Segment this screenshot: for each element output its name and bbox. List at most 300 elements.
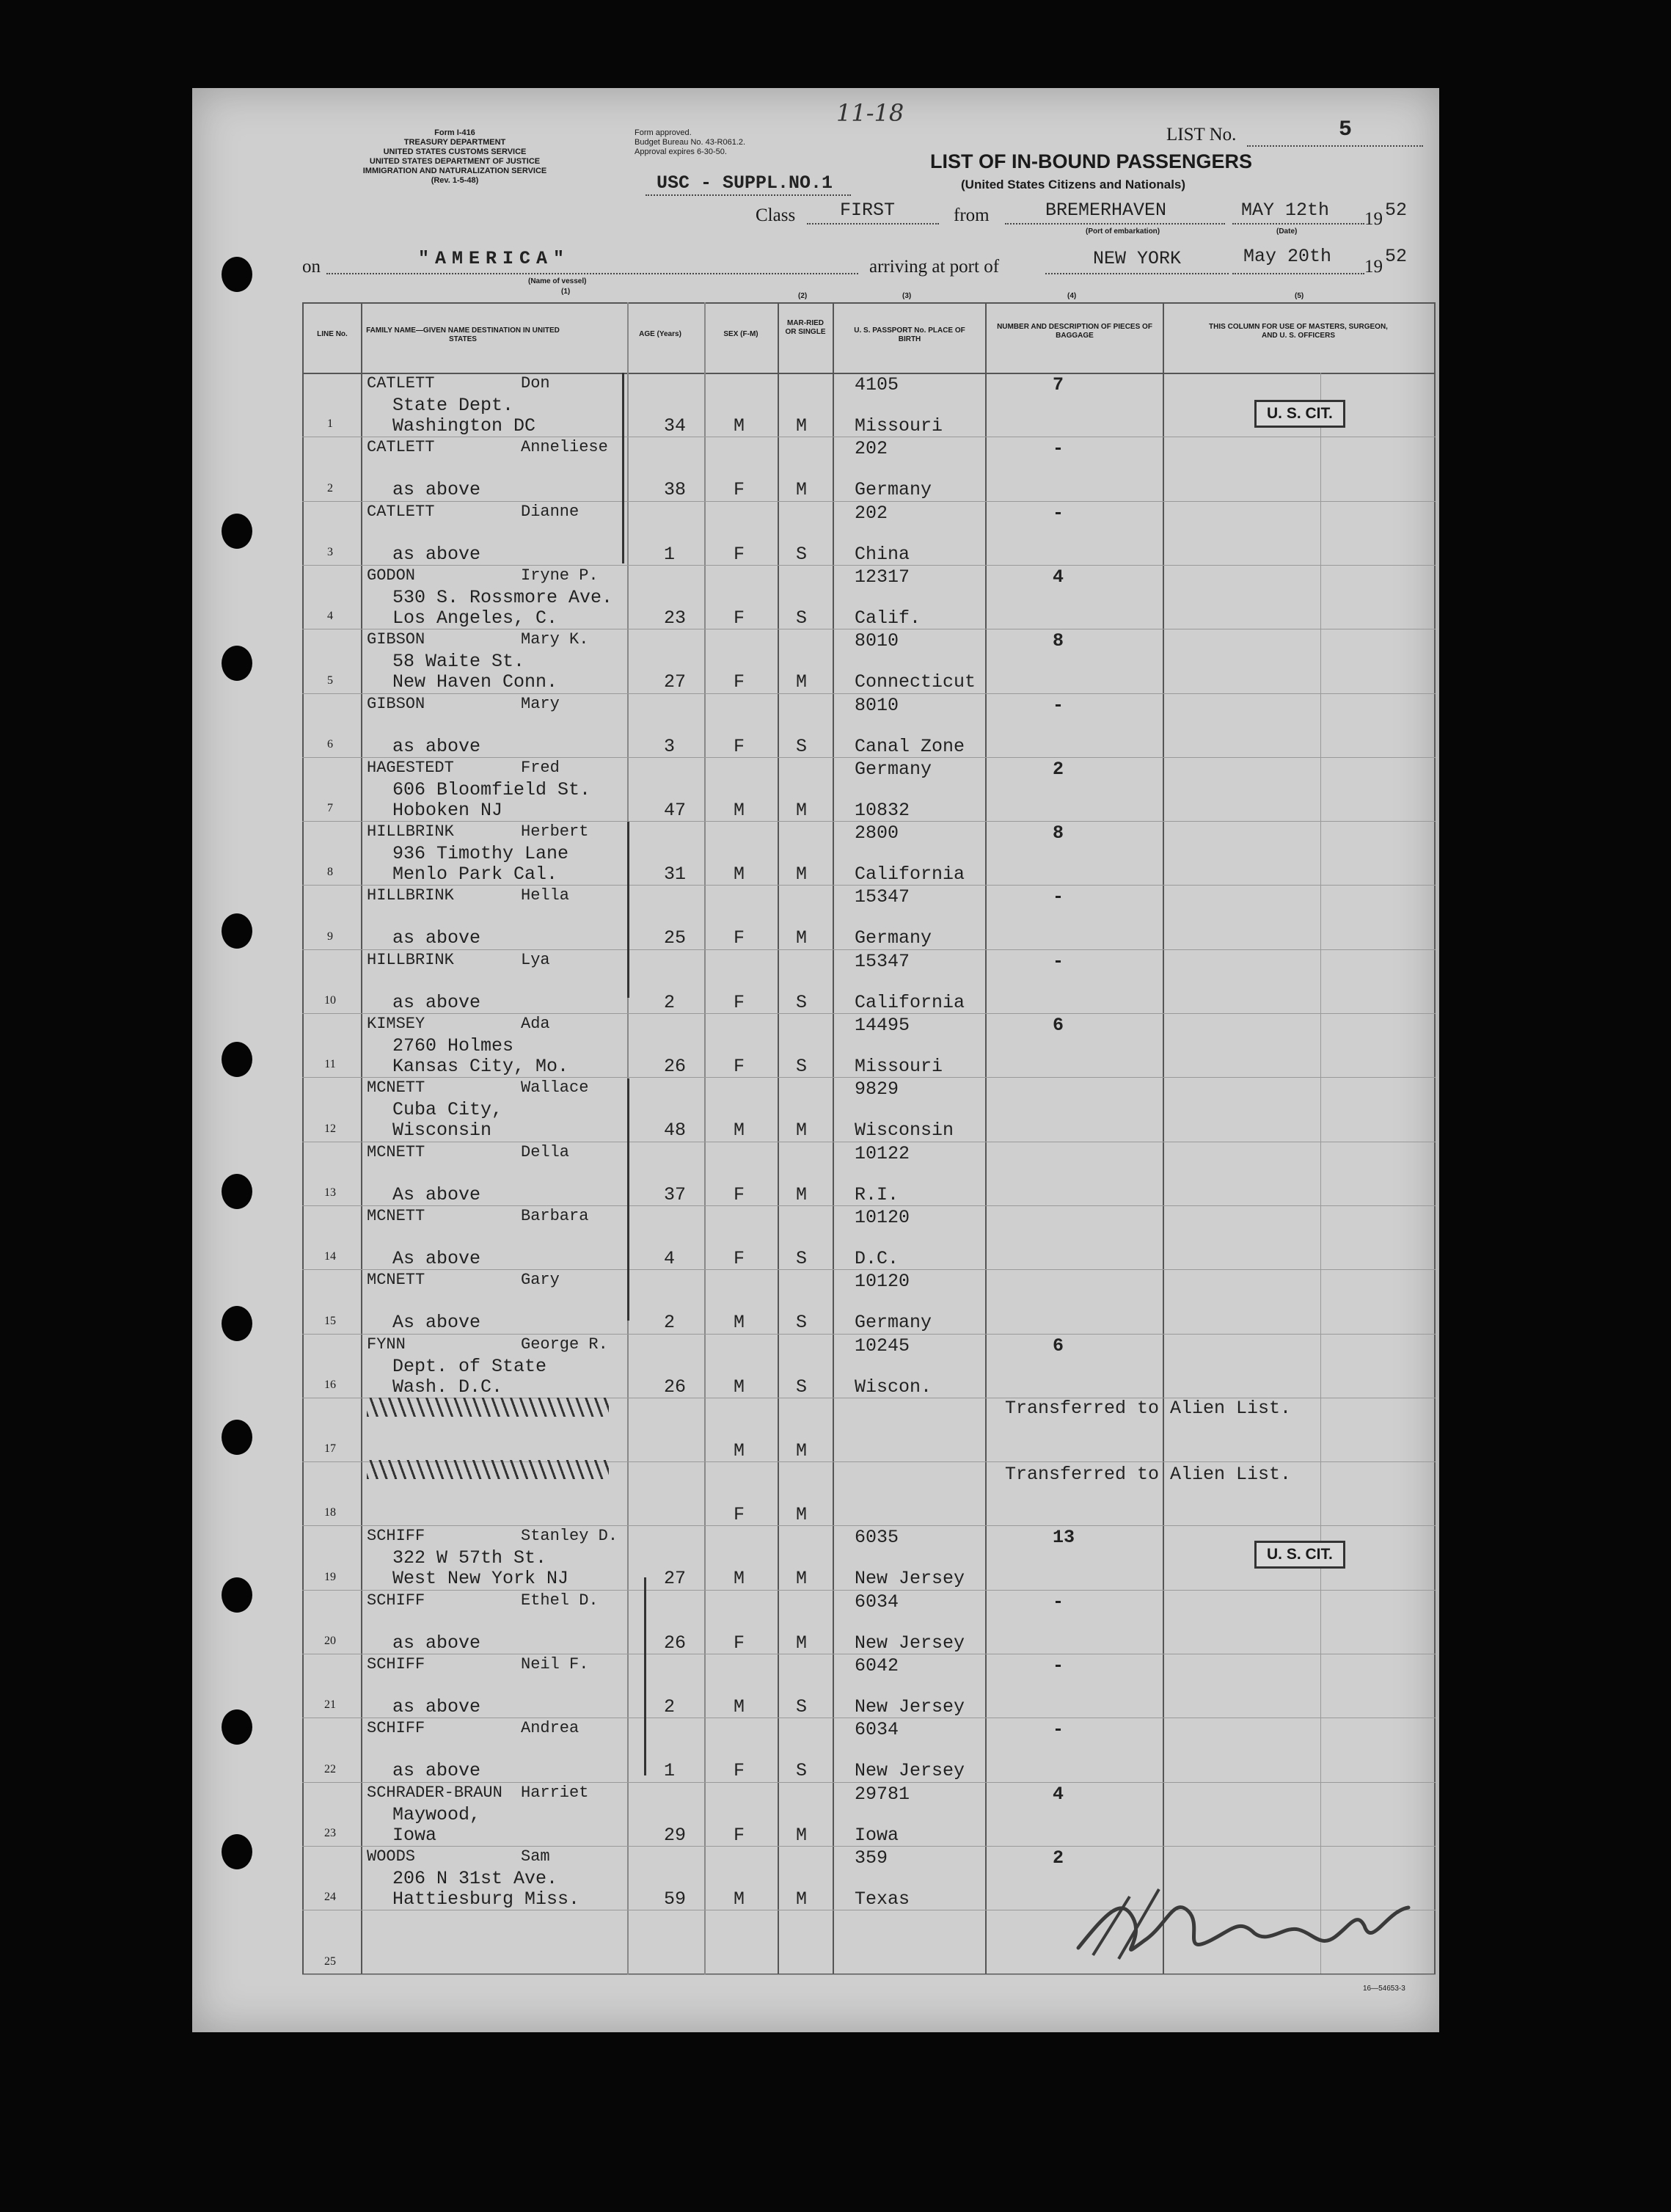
age: 4 bbox=[664, 1247, 676, 1269]
destination-line-2: as above bbox=[392, 991, 481, 1013]
col-header-baggage: NUMBER AND DESCRIPTION OF PIECES OF BAGGAGE bbox=[997, 323, 1152, 340]
line-number: 3 bbox=[327, 545, 333, 558]
sex: F bbox=[734, 1824, 745, 1846]
given-name: Sam bbox=[521, 1847, 550, 1866]
punch-hole bbox=[222, 514, 252, 549]
from-label: from bbox=[954, 205, 990, 225]
destination-line-2: as above bbox=[392, 543, 481, 565]
given-name: Ethel D. bbox=[521, 1591, 599, 1610]
baggage-count: 2 bbox=[1053, 1847, 1064, 1869]
baggage-count: - bbox=[1053, 886, 1064, 908]
place-of-birth: Missouri bbox=[855, 415, 943, 437]
place-of-birth: Canal Zone bbox=[855, 735, 965, 757]
line-number: 20 bbox=[324, 1635, 336, 1647]
marital-status: M bbox=[796, 864, 808, 886]
baggage-count: - bbox=[1053, 502, 1064, 524]
given-name: Ada bbox=[521, 1015, 550, 1033]
age: 2 bbox=[664, 991, 676, 1013]
family-name: HILLBRINK bbox=[367, 886, 454, 905]
family-name: KIMSEY bbox=[367, 1015, 425, 1033]
passport-no: 202 bbox=[855, 502, 888, 524]
family-name: MCNETT bbox=[367, 1142, 425, 1161]
place-of-birth: 10832 bbox=[855, 799, 910, 821]
destination-line-2: As above bbox=[392, 1183, 481, 1205]
row-divider bbox=[302, 1205, 1436, 1206]
sex: F bbox=[734, 1504, 745, 1526]
age: 26 bbox=[664, 1632, 687, 1654]
line-number: 8 bbox=[327, 866, 333, 879]
row-divider bbox=[302, 1525, 1436, 1526]
place-of-birth: Texas bbox=[855, 1888, 910, 1910]
punch-hole bbox=[222, 646, 252, 681]
punch-hole bbox=[222, 1709, 252, 1745]
age: 1 bbox=[664, 543, 676, 565]
row-divider bbox=[302, 821, 1436, 822]
given-name: Harriet bbox=[521, 1783, 589, 1802]
family-name: CATLETT bbox=[367, 502, 435, 521]
family-name: WOODS bbox=[367, 1847, 416, 1866]
sex: M bbox=[734, 415, 745, 437]
baggage-count: 6 bbox=[1053, 1335, 1064, 1357]
marital-status: M bbox=[796, 1183, 808, 1205]
row-divider bbox=[302, 565, 1436, 566]
passport-no: 14495 bbox=[855, 1015, 910, 1036]
print-code: 16—54653-3 bbox=[1363, 1985, 1405, 1993]
passport-no: 12317 bbox=[855, 566, 910, 588]
col-header-married: MAR-RIED OR SINGLE bbox=[785, 319, 826, 336]
depart-year: 52 bbox=[1385, 200, 1408, 221]
row-divider bbox=[302, 501, 1436, 502]
line-number: 5 bbox=[327, 674, 333, 687]
marital-status: S bbox=[796, 1696, 808, 1718]
place-of-birth: Calif. bbox=[855, 607, 921, 629]
age: 23 bbox=[664, 607, 687, 629]
age: 48 bbox=[664, 1120, 687, 1142]
class-label: Class bbox=[756, 205, 796, 225]
destination-line-2: West New York NJ bbox=[392, 1568, 569, 1590]
age: 47 bbox=[664, 799, 687, 821]
vessel-name: "AMERICA" bbox=[418, 248, 571, 269]
punch-hole bbox=[222, 1577, 252, 1613]
marital-status: S bbox=[796, 543, 808, 565]
baggage-count: - bbox=[1053, 950, 1064, 972]
marital-status: M bbox=[796, 1120, 808, 1142]
given-name: Della bbox=[521, 1142, 570, 1161]
family-name: GODON bbox=[367, 566, 416, 585]
place-of-birth: California bbox=[855, 991, 965, 1013]
place-of-birth: Connecticut bbox=[855, 671, 976, 693]
row-divider bbox=[302, 885, 1436, 886]
passport-no: 10120 bbox=[855, 1271, 910, 1293]
marital-status: M bbox=[796, 1824, 808, 1846]
treasury-dept: TREASURY DEPARTMENT bbox=[403, 138, 506, 147]
page-subtitle: (United States Citizens and Nationals) bbox=[961, 178, 1186, 191]
destination-line-1: 530 S. Rossmore Ave. bbox=[392, 586, 613, 608]
place-of-birth: Germany bbox=[855, 479, 932, 501]
struck-name-row18 bbox=[367, 1460, 609, 1479]
family-name: SCHIFF bbox=[367, 1655, 425, 1673]
passport-no: 29781 bbox=[855, 1783, 910, 1805]
family-name: MCNETT bbox=[367, 1078, 425, 1098]
arrival-date: May 20th bbox=[1243, 246, 1332, 267]
family-name: SCHIFF bbox=[367, 1591, 425, 1610]
punch-hole bbox=[222, 913, 252, 949]
baggage-count: - bbox=[1053, 438, 1064, 460]
col-header-age: AGE (Years) bbox=[639, 330, 681, 338]
marital-status: S bbox=[796, 1376, 808, 1398]
destination-line-2: Washington DC bbox=[392, 415, 536, 437]
sex: F bbox=[734, 1247, 745, 1269]
destination-line-2: as above bbox=[392, 479, 481, 501]
row-divider bbox=[302, 693, 1436, 694]
given-name: Mary K. bbox=[521, 630, 589, 649]
age: 25 bbox=[664, 927, 687, 949]
struck-name-row17 bbox=[367, 1398, 609, 1417]
place-of-birth: R.I. bbox=[855, 1183, 899, 1205]
destination-line-2: as above bbox=[392, 735, 481, 757]
age: 37 bbox=[664, 1183, 687, 1205]
line-number: 4 bbox=[327, 610, 333, 623]
place-of-birth: New Jersey bbox=[855, 1568, 965, 1590]
passport-no: 6034 bbox=[855, 1591, 899, 1613]
marital-status: S bbox=[796, 1247, 808, 1269]
class-value: FIRST bbox=[840, 200, 896, 221]
marital-status: M bbox=[796, 927, 808, 949]
given-name: Dianne bbox=[521, 502, 579, 521]
col-header-name: FAMILY NAME—GIVEN NAME DESTINATION IN UNITED STATES bbox=[366, 326, 560, 343]
sex: M bbox=[734, 1312, 745, 1334]
line-number: 16 bbox=[324, 1378, 336, 1391]
punch-hole bbox=[222, 257, 252, 292]
form-number: Form I-416 bbox=[434, 128, 475, 137]
sex: M bbox=[734, 1568, 745, 1590]
place-of-birth: Iowa bbox=[855, 1824, 899, 1846]
age: 2 bbox=[664, 1696, 676, 1718]
sex: M bbox=[734, 1376, 745, 1398]
marital-status: M bbox=[796, 415, 808, 437]
baggage-count: 4 bbox=[1053, 1783, 1064, 1805]
marital-status: M bbox=[796, 1632, 808, 1654]
col-header-passport: U. S. PASSPORT No. PLACE OF BIRTH bbox=[854, 326, 965, 343]
place-of-birth: New Jersey bbox=[855, 1632, 965, 1654]
baggage-count: 13 bbox=[1053, 1527, 1075, 1549]
sex: M bbox=[734, 1888, 745, 1910]
baggage-count: 7 bbox=[1053, 374, 1064, 395]
age: 31 bbox=[664, 864, 687, 886]
sex: F bbox=[734, 927, 745, 949]
age: 38 bbox=[664, 479, 687, 501]
marital-status: S bbox=[796, 735, 808, 757]
port-embark-caption: (Port of embarkation) bbox=[1086, 227, 1160, 236]
row-divider bbox=[302, 1782, 1436, 1783]
destination-line-2: Kansas City, Mo. bbox=[392, 1056, 569, 1077]
sex: F bbox=[734, 543, 745, 565]
family-name: HILLBRINK bbox=[367, 950, 454, 969]
sex: M bbox=[734, 1439, 745, 1461]
sex: M bbox=[734, 1696, 745, 1718]
given-name: Gary bbox=[521, 1271, 560, 1290]
sex: F bbox=[734, 671, 745, 693]
marital-status: S bbox=[796, 1056, 808, 1077]
destination-line-2: Iowa bbox=[392, 1824, 437, 1846]
marital-status: S bbox=[796, 1312, 808, 1334]
destination-line-2: Menlo Park Cal. bbox=[392, 864, 558, 886]
passport-no: 6042 bbox=[855, 1655, 899, 1676]
passport-no: 9829 bbox=[855, 1078, 899, 1100]
line-number: 7 bbox=[327, 802, 333, 815]
destination-line-2: Wash. D.C. bbox=[392, 1376, 503, 1398]
passport-no: 8010 bbox=[855, 630, 899, 652]
age: 3 bbox=[664, 735, 676, 757]
place-of-birth: New Jersey bbox=[855, 1760, 965, 1782]
port-embarkation: BREMERHAVEN bbox=[1045, 200, 1167, 221]
age: 27 bbox=[664, 1568, 687, 1590]
arrival-port: NEW YORK bbox=[1093, 248, 1182, 269]
destination-line-1: 606 Bloomfield St. bbox=[392, 778, 591, 800]
line-number: 21 bbox=[324, 1698, 336, 1712]
place-of-birth: Germany bbox=[855, 927, 932, 949]
vessel-caption: (Name of vessel) bbox=[528, 277, 587, 285]
line-number: 18 bbox=[324, 1506, 336, 1519]
place-of-birth: Germany bbox=[855, 1312, 932, 1334]
sex: F bbox=[734, 607, 745, 629]
row-divider bbox=[302, 1077, 1436, 1078]
sex: M bbox=[734, 799, 745, 821]
marital-status: M bbox=[796, 671, 808, 693]
line-number: 2 bbox=[327, 481, 333, 494]
baggage-count: 8 bbox=[1053, 630, 1064, 652]
destination-line-2: Los Angeles, C. bbox=[392, 607, 558, 629]
given-name: Anneliese bbox=[521, 438, 608, 457]
row-divider bbox=[302, 949, 1436, 950]
baggage-count: 4 bbox=[1053, 566, 1064, 588]
customs-service: UNITED STATES CUSTOMS SERVICE bbox=[383, 147, 527, 156]
line-number: 17 bbox=[324, 1442, 336, 1456]
sex: F bbox=[734, 1056, 745, 1077]
passport-no: 6035 bbox=[855, 1527, 899, 1549]
depart-date: MAY 12th bbox=[1241, 200, 1330, 221]
passport-no: 2800 bbox=[855, 822, 899, 844]
sex: M bbox=[734, 864, 745, 886]
passport-no: 10245 bbox=[855, 1335, 910, 1357]
family-name: MCNETT bbox=[367, 1271, 425, 1290]
sex: M bbox=[734, 1120, 745, 1142]
list-no-label: LIST No. bbox=[1166, 125, 1237, 145]
place-of-birth: China bbox=[855, 543, 910, 565]
col-header-sex: SEX (F-M) bbox=[723, 330, 758, 338]
arrival-year-prefix: 19 bbox=[1364, 257, 1383, 277]
passport-no: 8010 bbox=[855, 694, 899, 716]
baggage-count: 6 bbox=[1053, 1015, 1064, 1036]
line-number: 15 bbox=[324, 1314, 336, 1327]
col-number-3: (3) bbox=[902, 292, 912, 300]
baggage-count: 2 bbox=[1053, 758, 1064, 780]
line-number: 23 bbox=[324, 1826, 336, 1839]
page-title: LIST OF IN-BOUND PASSENGERS bbox=[930, 150, 1253, 172]
line-number: 12 bbox=[324, 1122, 336, 1135]
arriving-label: arriving at port of bbox=[869, 257, 1000, 277]
line-number: 1 bbox=[327, 417, 333, 431]
punch-hole bbox=[222, 1042, 252, 1077]
approval-expires: Approval expires 6-30-50. bbox=[635, 147, 727, 156]
place-of-birth: D.C. bbox=[855, 1247, 899, 1269]
officer-signature bbox=[1064, 1867, 1416, 1977]
age: 26 bbox=[664, 1376, 687, 1398]
family-name: SCHIFF bbox=[367, 1527, 425, 1546]
justice-dept: UNITED STATES DEPARTMENT OF JUSTICE bbox=[369, 157, 541, 166]
col-number-4: (4) bbox=[1067, 292, 1077, 300]
destination-line-1: 206 N 31st Ave. bbox=[392, 1867, 558, 1889]
given-name: Lya bbox=[521, 950, 550, 969]
passport-no: Germany bbox=[855, 758, 932, 780]
line-number: 22 bbox=[324, 1762, 336, 1775]
place-of-birth: California bbox=[855, 864, 965, 886]
destination-line-1: Cuba City, bbox=[392, 1099, 503, 1121]
family-name: CATLETT bbox=[367, 374, 435, 393]
place-of-birth: Wisconsin bbox=[855, 1120, 954, 1142]
punch-hole bbox=[222, 1174, 252, 1209]
family-name: SCHRADER-BRAUN bbox=[367, 1783, 502, 1802]
form-approved: Form approved. bbox=[635, 128, 692, 137]
given-name: Herbert bbox=[521, 822, 589, 842]
marital-status: M bbox=[796, 1504, 808, 1526]
marital-status: M bbox=[796, 799, 808, 821]
family-name: SCHIFF bbox=[367, 1719, 425, 1738]
marital-status: M bbox=[796, 1888, 808, 1910]
baggage-count: - bbox=[1053, 1719, 1064, 1741]
approval-block bbox=[635, 128, 745, 157]
line-number: 24 bbox=[324, 1891, 336, 1904]
row-divider bbox=[302, 1269, 1436, 1270]
family-name: CATLETT bbox=[367, 438, 435, 457]
given-name: Fred bbox=[521, 758, 560, 777]
line-number: 10 bbox=[324, 994, 336, 1007]
destination-line-1: Maywood, bbox=[392, 1803, 481, 1825]
col-header-officers: THIS COLUMN FOR USE OF MASTERS, SURGEON, AND U. S. OFFICERS bbox=[1209, 323, 1388, 340]
line-number: 6 bbox=[327, 737, 333, 751]
col-number-5: (5) bbox=[1295, 292, 1304, 300]
punch-hole bbox=[222, 1834, 252, 1869]
destination-line-1: Dept. of State bbox=[392, 1355, 547, 1377]
given-name: Wallace bbox=[521, 1078, 589, 1098]
passport-no: 15347 bbox=[855, 950, 910, 972]
us-cit-stamp: U. S. CIT. bbox=[1254, 400, 1345, 428]
sex: F bbox=[734, 735, 745, 757]
sex: F bbox=[734, 991, 745, 1013]
handwritten-top-note: 11-18 bbox=[836, 99, 904, 127]
destination-line-2: as above bbox=[392, 927, 481, 949]
given-name: Hella bbox=[521, 886, 570, 905]
col-header-line: LINE No. bbox=[317, 330, 348, 338]
passport-no: 359 bbox=[855, 1847, 888, 1869]
sex: F bbox=[734, 479, 745, 501]
line-number: 25 bbox=[324, 1954, 336, 1968]
passport-no: 10120 bbox=[855, 1206, 910, 1228]
arrival-year: 52 bbox=[1385, 246, 1408, 267]
col-number-2: (2) bbox=[798, 292, 808, 300]
baggage-count: - bbox=[1053, 1591, 1064, 1613]
sex: F bbox=[734, 1183, 745, 1205]
family-name: MCNETT bbox=[367, 1206, 425, 1225]
row-divider bbox=[302, 1590, 1436, 1591]
marital-status: M bbox=[796, 479, 808, 501]
baggage-count: - bbox=[1053, 1655, 1064, 1676]
destination-line-2: Wisconsin bbox=[392, 1120, 492, 1142]
family-name: FYNN bbox=[367, 1335, 406, 1354]
destination-line-2: as above bbox=[392, 1696, 481, 1718]
age: 1 bbox=[664, 1760, 676, 1782]
line-number: 19 bbox=[324, 1570, 336, 1583]
passport-no: 202 bbox=[855, 438, 888, 460]
destination-line-1: 2760 Holmes bbox=[392, 1035, 514, 1056]
destination-line-2: New Haven Conn. bbox=[392, 671, 558, 693]
sex: F bbox=[734, 1632, 745, 1654]
passport-no: 15347 bbox=[855, 886, 910, 908]
destination-line-1: 58 Waite St. bbox=[392, 651, 525, 673]
on-label: on bbox=[302, 257, 321, 277]
destination-line-1: 936 Timothy Lane bbox=[392, 843, 569, 865]
family-name: GIBSON bbox=[367, 630, 425, 649]
punch-hole bbox=[222, 1420, 252, 1455]
destination-line-2: as above bbox=[392, 1632, 481, 1654]
line-number: 9 bbox=[327, 930, 333, 943]
depart-year-prefix: 19 bbox=[1364, 209, 1383, 229]
age: 34 bbox=[664, 415, 687, 437]
destination-line-2: Hattiesburg Miss. bbox=[392, 1888, 580, 1910]
marital-status: M bbox=[796, 1439, 808, 1461]
family-name: GIBSON bbox=[367, 694, 425, 713]
line-number: 13 bbox=[324, 1186, 336, 1199]
given-name: Don bbox=[521, 374, 550, 393]
age: 2 bbox=[664, 1312, 676, 1334]
destination-line-2: as above bbox=[392, 1760, 481, 1782]
place-of-birth: New Jersey bbox=[855, 1696, 965, 1718]
row-divider bbox=[302, 1846, 1436, 1847]
list-no-value: 5 bbox=[1339, 117, 1353, 142]
passport-no: 4105 bbox=[855, 374, 899, 395]
given-name: Barbara bbox=[521, 1206, 589, 1225]
date-caption: (Date) bbox=[1276, 227, 1298, 236]
given-name: Neil F. bbox=[521, 1655, 589, 1673]
age: 26 bbox=[664, 1056, 687, 1077]
baggage-count: 8 bbox=[1053, 822, 1064, 844]
given-name: Iryne P. bbox=[521, 566, 599, 585]
marital-status: S bbox=[796, 991, 808, 1013]
family-name: HAGESTEDT bbox=[367, 758, 454, 777]
destination-line-2: As above bbox=[392, 1247, 481, 1269]
place-of-birth: Wiscon. bbox=[855, 1376, 932, 1398]
given-name: Mary bbox=[521, 694, 560, 713]
baggage-count: - bbox=[1053, 694, 1064, 716]
transfer-note-row18: Transferred to Alien List. bbox=[1005, 1464, 1292, 1485]
row-divider bbox=[302, 757, 1436, 758]
marital-status: M bbox=[796, 1568, 808, 1590]
family-name: HILLBRINK bbox=[367, 822, 454, 842]
us-cit-stamp: U. S. CIT. bbox=[1254, 1541, 1345, 1569]
usc-suppl: USC - SUPPL.NO.1 bbox=[657, 172, 833, 194]
revision: (Rev. 1-5-48) bbox=[431, 176, 479, 185]
age: 29 bbox=[664, 1824, 687, 1846]
destination-line-1: State Dept. bbox=[392, 395, 514, 416]
row-divider bbox=[302, 1013, 1436, 1014]
given-name: George R. bbox=[521, 1335, 608, 1354]
given-name: Andrea bbox=[521, 1719, 579, 1738]
ins-service: IMMIGRATION AND NATURALIZATION SERVICE bbox=[362, 167, 547, 175]
place-of-birth: Missouri bbox=[855, 1056, 943, 1077]
line-number: 11 bbox=[324, 1058, 336, 1071]
passport-no: 10122 bbox=[855, 1142, 910, 1164]
form-header-block bbox=[293, 128, 616, 186]
